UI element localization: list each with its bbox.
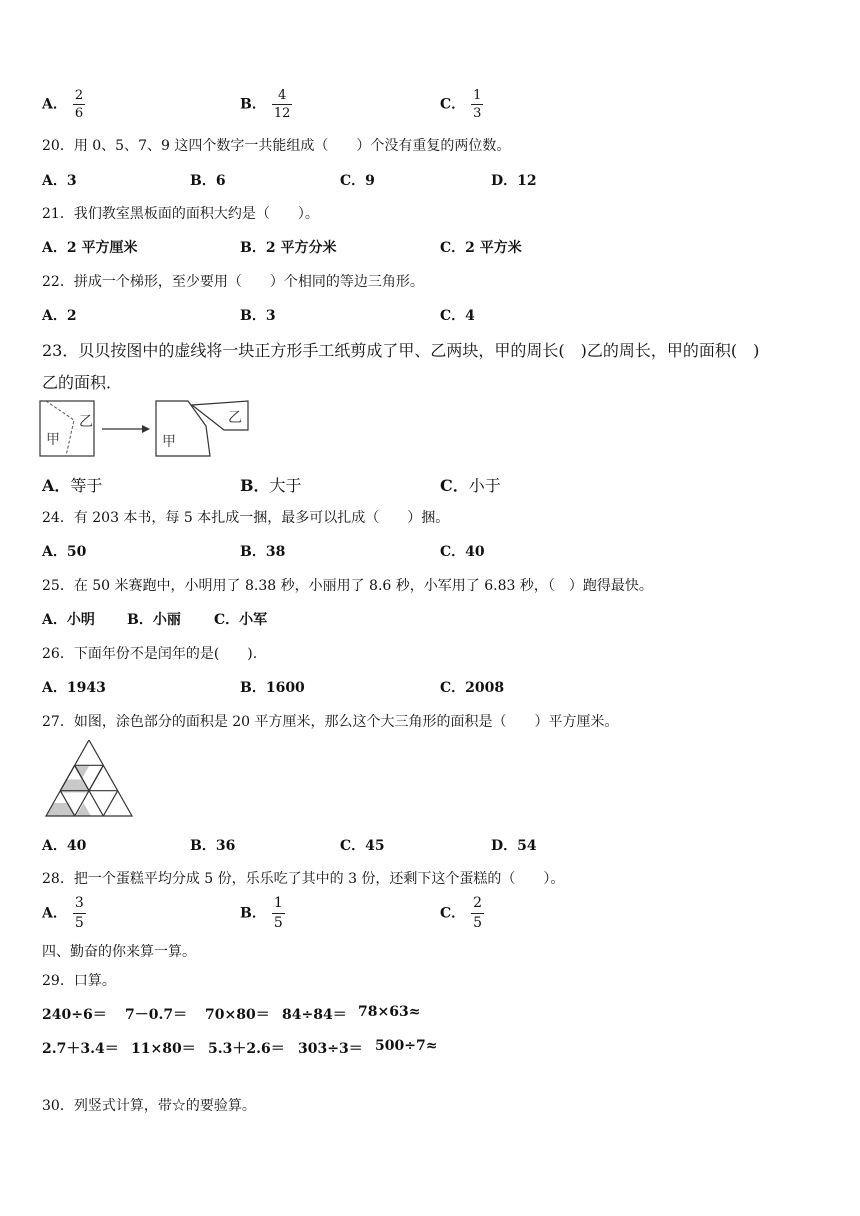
fraction	[272, 88, 293, 121]
calc-item: 500÷7≈	[375, 1038, 438, 1054]
numerator: 2	[473, 895, 483, 911]
denominator: 5	[473, 915, 483, 931]
q26-option-a[interactable]: A．1943	[42, 680, 106, 696]
numerator: 1	[473, 88, 482, 103]
q24-text: 24．有 203 本书，每 5 本扎成一捆，最多可以扎成（ ）捆。	[42, 510, 450, 526]
option-label: C．	[440, 476, 469, 495]
numerator: 2	[74, 88, 84, 103]
yi-piece-label: 乙	[228, 410, 242, 426]
q25-option-a[interactable]: A．小明	[42, 612, 95, 628]
q22-option-c[interactable]: C．4	[440, 308, 475, 324]
jia-label: 甲	[46, 432, 60, 448]
calc-item: 5.3＋2.6＝	[208, 1041, 285, 1057]
q25-option-b[interactable]: B．小丽	[127, 612, 181, 628]
option-text: 等于	[70, 476, 103, 495]
fraction	[471, 895, 484, 932]
q23-option-a[interactable]	[42, 473, 102, 496]
q22-text: 22．拼成一个梯形，至少要用（ ）个相同的等边三角形。	[42, 274, 424, 290]
q30-text: 30．列竖式计算，带☆的要验算。	[42, 1098, 256, 1114]
option-label: B．	[240, 905, 266, 922]
q28-text: 28．把一个蛋糕平均分成 5 份，乐乐吃了其中的 3 份，还剩下这个蛋糕的（ ）。	[42, 871, 565, 887]
jia-piece-label: 甲	[162, 434, 176, 450]
denominator: 3	[473, 106, 482, 121]
option-label: A．	[42, 476, 71, 495]
denominator: 5	[273, 915, 283, 931]
q26-option-b[interactable]: B．1600	[240, 680, 305, 696]
denominator: 12	[273, 106, 291, 121]
calc-item: 78×63≈	[358, 1004, 421, 1020]
q24-option-c[interactable]: C．40	[440, 544, 485, 560]
q26-option-c[interactable]: C．2008	[440, 680, 505, 696]
calc-item: 240÷6＝	[42, 1007, 107, 1023]
section-heading: 四、勤奋的你来算一算。	[42, 944, 196, 960]
q23-text-line2: 乙的面积．	[42, 373, 123, 392]
fraction	[73, 88, 85, 121]
q19-option-c[interactable]	[440, 88, 483, 121]
q28-option-b[interactable]	[240, 895, 285, 932]
option-label: C．	[440, 905, 466, 922]
q20-option-d[interactable]: D．12	[491, 173, 537, 189]
q21-option-b[interactable]: B．2 平方分米	[240, 240, 337, 256]
q24-option-b[interactable]: B．38	[240, 544, 286, 560]
option-text: 大于	[269, 476, 302, 495]
q24-option-a[interactable]: A．50	[42, 544, 87, 560]
fraction	[471, 88, 483, 121]
numerator: 1	[273, 895, 283, 911]
calc-item: 11×80＝	[131, 1041, 196, 1057]
option-label: A．	[42, 905, 67, 922]
q27-option-b[interactable]: B．36	[190, 838, 236, 854]
q23-option-c[interactable]	[440, 473, 501, 496]
yi-label: 乙	[79, 414, 93, 430]
fraction	[73, 895, 86, 932]
q27-text: 27．如图，涂色部分的面积是 20 平方厘米，那么这个大三角形的面积是（ ）平方厘米。	[42, 714, 619, 730]
q25-option-c[interactable]: C．小军	[214, 612, 268, 628]
q28-option-c[interactable]	[440, 895, 484, 932]
arrow-head-icon	[142, 425, 150, 433]
q27-option-c[interactable]: C．45	[340, 838, 385, 854]
q23-option-b[interactable]	[240, 473, 302, 496]
denominator: 5	[74, 915, 84, 931]
option-text: 小于	[468, 476, 501, 495]
q20-option-a[interactable]: A．3	[42, 173, 77, 189]
q23-text-line1: 23．贝贝按图中的虚线将一块正方形手工纸剪成了甲、乙两块，甲的周长( )乙的周长，甲的面积( )	[42, 341, 760, 360]
q21-text: 21．我们教室黑板面的面积大约是（ ）。	[42, 206, 319, 222]
q21-option-a[interactable]: A．2 平方厘米	[42, 240, 138, 256]
q28-option-a[interactable]	[42, 895, 86, 932]
calc-item: 84÷84＝	[282, 1007, 347, 1023]
q20-text: 20．用 0、5、7、9 这四个数字一共能组成（ ）个没有重复的两位数。	[42, 138, 511, 154]
q23-cut-paper-figure	[38, 396, 253, 462]
numerator: 3	[74, 895, 84, 911]
calc-item: 7－0.7＝	[125, 1007, 188, 1023]
fraction	[272, 895, 285, 932]
q20-option-b[interactable]: B．6	[190, 173, 226, 189]
option-label: B．	[240, 476, 270, 495]
calc-item: 303÷3＝	[298, 1041, 363, 1057]
q26-text: 26．下面年份不是闰年的是( ).	[42, 646, 258, 662]
numerator: 4	[277, 88, 287, 103]
q29-text: 29．口算。	[42, 973, 116, 989]
option-label: A．	[42, 96, 67, 113]
denominator: 6	[74, 106, 84, 121]
q19-option-b[interactable]	[240, 88, 292, 121]
option-label: C．	[440, 96, 466, 113]
calc-item: 2.7＋3.4＝	[42, 1041, 119, 1057]
q22-option-a[interactable]: A．2	[42, 308, 77, 324]
q20-option-c[interactable]: C．9	[340, 173, 375, 189]
q21-option-c[interactable]: C．2 平方米	[440, 240, 522, 256]
q25-text: 25．在 50 米赛跑中，小明用了 8.38 秒，小丽用了 8.6 秒，小军用了 6.83 秒，（ ）跑得最快。	[42, 578, 653, 594]
q19-option-a[interactable]	[42, 88, 85, 121]
q27-option-a[interactable]: A．40	[42, 838, 87, 854]
calc-item: 70×80＝	[205, 1007, 270, 1023]
q27-option-d[interactable]: D．54	[491, 838, 537, 854]
option-label: B．	[240, 96, 266, 113]
q22-option-b[interactable]: B．3	[240, 308, 276, 324]
q27-triangle-figure	[44, 740, 136, 820]
